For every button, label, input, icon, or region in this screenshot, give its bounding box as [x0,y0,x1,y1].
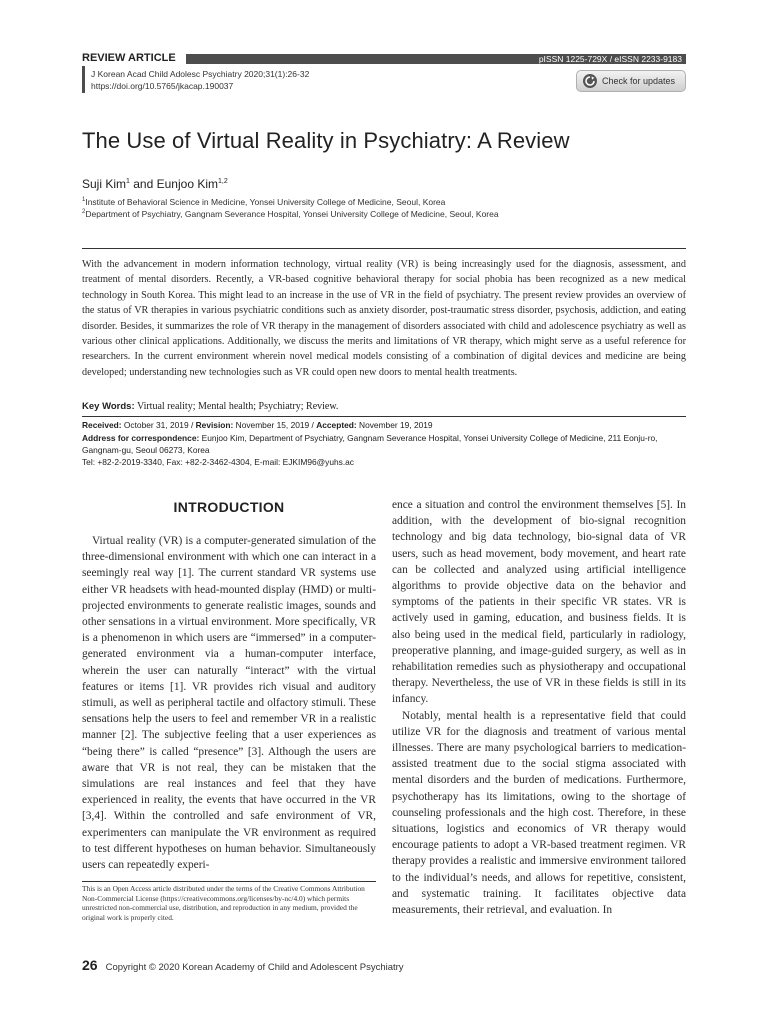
affiliation-sup: 1 [82,197,86,204]
keywords-label: Key Words: [82,401,135,412]
dates-line [82,420,433,430]
affiliation-text: Department of Psychiatry, Gangnam Severance Hospital, Yonsei University College of Medicine, Seoul, Korea [85,209,499,219]
body-paragraph: ence a situation and control the environment themselves [5]. In addition, with the development of bio-signal recognition technology and big data technology, bio-signal data of VR users, such as head movement, body movement, and heart rate can be collected and analyzed using artificial intelligence algorithms to provide objective data on the behavior and symptoms of the patients in their specific VR states. VR is actively used in gaming, education, and business fields. It is also being used in the medical field, particularly in radiology, preoperative planning, and image-guided surgery, as well as in rehabilitation remedies such as physiotherapy and occupational therapy. Nevertheless, the use of VR in these fields is still in its infancy. [392,499,686,706]
keywords [82,401,338,412]
body-paragraph: Notably, mental health is a representative field that could utilize VR for the diagnosis and treatment of various mental illnesses. There are many psychological barriers to medication-assisted treatment due to the social stigma associated with mental disorders and the burden of medications. Furthermore, psychotherapy has its limitations, owing to the shortage of counseling professionals and the high cost. Therefore, in these situations, logistics and economics of VR therapy would encourage patients to adopt a VR-based treatment regimen. VR therapy provides a realistic and immersive environment tailored to the individual’s needs, and allows for repetitive, consistent, and systematic training. It facilitates objective data measurements, their retrieval, and evaluation. In [392,709,686,917]
page-number: 26 [82,957,98,973]
issn-text: pISSN 1225-729X / eISSN 2233-9183 [538,54,682,64]
check-for-updates-button[interactable] [576,70,686,92]
address-label: Address for correspondence: [82,433,200,443]
doi-link[interactable]: https://doi.org/10.5765/jkacap.190037 [91,81,234,91]
received-label: Received: [82,420,122,430]
affiliation [82,209,499,219]
header-bar [82,53,686,64]
journal-citation: J Korean Acad Child Adolesc Psychiatry 2020;31(1):26-32 [91,69,310,79]
check-updates-label: Check for updates [602,76,676,86]
correspondence-address [82,433,658,443]
header-dark-bar [186,54,686,64]
accepted-label: Accepted: [316,420,357,430]
footnote-rule [82,881,376,882]
keywords-text: Virtual reality; Mental health; Psychiatry; Review. [134,401,339,412]
abstract: With the advancement in modern information technology, virtual reality (VR) is being increasingly used for the diagnosis, assessment, and treatment of mental disorders. Recently, a VR-based cognitive behavioral therapy for social phobia has been recognized as a new medical technology in South Korea. This might lead to an increase in the use of VR in the field of psychiatry. The present review provides an overview of the status of VR therapies in various psychiatric conditions such as anxiety disorder, post-traumatic stress disorder, psychosis, addiction, and eating disorder. Besides, it summarizes the role of VR therapy in the management of disorders associated with child and adolescence psychiatry as well as various other clinical applications. Additionally, we discuss the merits and limitations of VR therapy, which might serve as a useful reference for researchers. In the current environment wherein novel medical models consisting of a combination of digital devices and medicine are being developed; understanding new technologies such as VR could open new doors to mental health treatments. [82,259,686,378]
section-heading: INTRODUCTION [173,499,285,515]
abstract-top-rule [82,248,686,249]
author-conjunction: and [129,177,157,191]
affiliation [82,197,445,207]
keywords-bottom-rule [82,416,686,417]
body-right-column [392,497,686,918]
address-text: Eunjoo Kim, Department of Psychiatry, Gangnam Severance Hospital, Yonsei University College of Medicine, 211 Eonju-ro, [199,433,658,443]
page-footer [82,957,404,973]
affiliation-sup: 2 [82,209,86,216]
article-title: The Use of Virtual Reality in Psychiatry: A Review [82,128,570,153]
body-left-column [82,497,376,873]
revision-label: Revision: [195,420,234,430]
author-affiliation-sup: 1 [126,178,130,185]
accepted-date: November 19, 2019 [356,420,433,430]
header-vertical-bar [82,66,85,93]
license-footnote: This is an Open Access article distributed under the terms of the Creative Commons Attribution Non-Commercial License (https://creativecommons.org/licenses/by-nc/4.0) which permits unrestricted non-commercial use, distribution, and reproduction in any medium, provided the original work is properly cited. [82,884,365,922]
author-affiliation-sup: 1,2 [218,178,228,185]
correspondence-address-cont: Gangnam-gu, Seoul 06273, Korea [82,445,210,455]
article-type-label: REVIEW ARTICLE [82,53,180,64]
body-paragraph: Virtual reality (VR) is a computer-generated simulation of the three-dimensional environment with which one can interact in a seemingly real way [1]. The current standard VR systems use either VR headsets with head-mounted display (HMD) or multi-projected environments to generate realistic images, sounds and other sensations in a virtual environment. More specifically, VR is a phenomenon in which users are “immersed” in a computer-generated environment via a human-computer interface, wherein the user can naturally “interact” with the virtual features or items [1]. VR provides rich visual and auditory stimuli, as well as peripheral tactile and olfactory stimuli. These sensations help the users to feel and remember VR in a realistic manner [2]. The subjective feeling that a user experiences as “being there” is called “presence” [3]. Although the users are aware that VR is not real, they can be mistaken that the simulations are real instances and feel that they have experienced in reality, the events that have occurred in the VR [3,4]. Within the controlled and safe environment of VR, experimenters can manipulate the VR environment as required to test different hypotheses on human behavior. Simultaneously users can repeatedly experi- [82,535,376,872]
author-name: Suji Kim [82,177,127,191]
check-updates-icon [583,74,597,88]
revision-date: November 15, 2019 / [233,420,317,430]
author-name: Eunjoo Kim [156,177,218,191]
affiliation-text: Institute of Behavioral Science in Medicine, Yonsei University College of Medicine, Seoul, Korea [85,197,446,207]
author-list [82,177,228,191]
contact-line: Tel: +82-2-2019-3340, Fax: +82-2-3462-4304, E-mail: EJKIM96@yuhs.ac [82,457,354,467]
received-date: October 31, 2019 / [121,420,196,430]
copyright-text: Copyright © 2020 Korean Academy of Child and Adolescent Psychiatry [105,962,404,973]
